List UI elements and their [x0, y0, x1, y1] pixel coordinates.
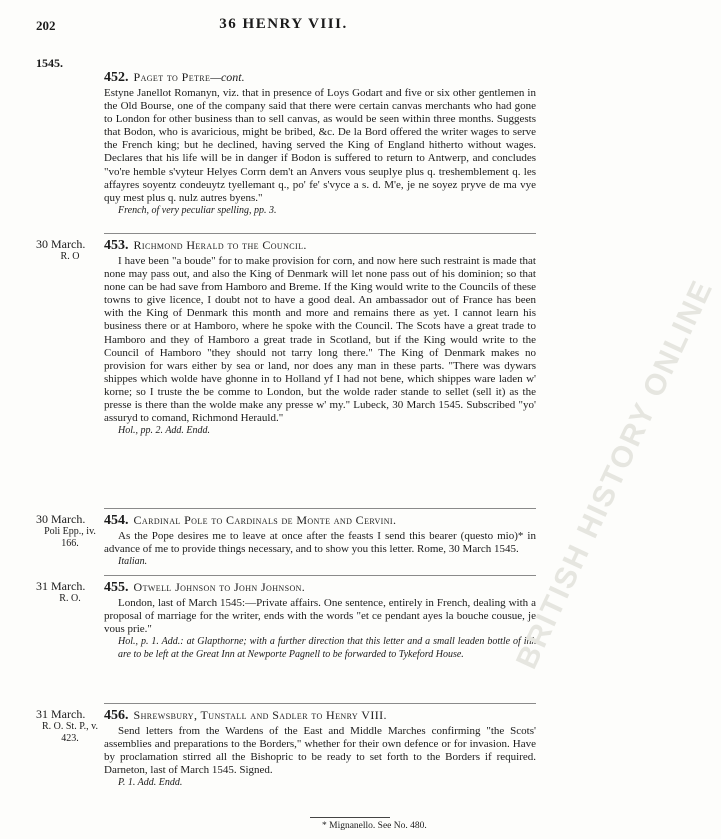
entry-date: 30 March. — [36, 512, 86, 526]
watermark-text: BRITISH HISTORY ONLINE — [510, 274, 720, 674]
entry-note: Hol., pp. 2. Add. Endd. — [118, 425, 211, 437]
entry-note: Italian. — [118, 556, 148, 568]
entry-heading — [104, 580, 536, 595]
entry-455 — [36, 580, 536, 661]
entry-456 — [36, 708, 536, 790]
entry-text: As the Pope desires me to leave at once after the feasts I send this bearer (questo mio)* in advance of me to provide things necessary, and to show you this letter. Rome, 30 March 1545. — [104, 530, 536, 556]
entry-date: 30 March. — [36, 237, 86, 251]
entry-margin — [36, 238, 104, 263]
entry-number: 452. — [104, 70, 129, 85]
entry-note: P. 1. Add. Endd. — [118, 777, 183, 789]
entry-453 — [36, 238, 536, 438]
entry-margin — [36, 580, 104, 605]
entry-divider — [104, 575, 536, 576]
entry-454 — [36, 513, 536, 569]
entry-divider — [104, 508, 536, 509]
entry-title-suffix: —cont. — [210, 70, 245, 84]
footnote-rule — [310, 817, 390, 818]
entry-text: I have been "a boude" for to make provision for corn, and now here such restraint is made that none may pass out, and also the King of Denmark will let none pass out of his dominion; so that none can be had save from Hamboro and Breme. If the King would write to the Councils of these towns to give licence, I doubt not to have a good deal. An ambassador out of France has been with the King of Denmark this month and more and remains there as yet. I cannot learn his business there or at Hamboro, where he spoke with the Council. The Scots have a great trade to Hamboro and they of Hamboro a great trade in Scotland, but if the King would write to the Council of Hamboro "they should not tarry long there." The King of Denmark makes no provision for wars either by sea or land, nor does any man in these parts. "There was dywars shippes which wolde have ghonne in to Holland yf I had not bene, which shippes ware laden w' korne; so I truste the be comme to London, but the wolde rader stande to sellet (sell it) as the presse is there than the wolde make any presse w' my." Lubeck, 30 March 1545. Subscribed "yo' assuryd to comand, Richmond Herauld." — [104, 255, 536, 425]
entry-divider — [104, 703, 536, 704]
entry-number: 453. — [104, 238, 129, 253]
entry-date: 31 March. — [36, 579, 86, 593]
entry-title: Shrewsbury, Tunstall and Sadler to Henry VIII. — [133, 708, 387, 722]
entry-heading — [104, 70, 536, 85]
entry-heading — [104, 238, 536, 253]
year-label: 1545. — [36, 56, 63, 70]
entry-note: French, of very peculiar spelling, pp. 3. — [118, 204, 277, 216]
entry-margin — [36, 708, 104, 745]
footnote: * Mignanello. See No. 480. — [322, 821, 427, 831]
entry-number: 454. — [104, 513, 129, 528]
entry-heading — [104, 513, 536, 528]
entry-heading — [104, 708, 536, 723]
entry-source: R. O. — [59, 593, 81, 604]
entry-title: Paget to Petre — [133, 70, 211, 84]
entry-source: Poli Epp., iv. 166. — [44, 526, 96, 549]
entry-title: Cardinal Pole to Cardinals de Monte and Cervini. — [133, 513, 397, 527]
entry-452 — [36, 70, 536, 217]
entry-title: Richmond Herald to the Council. — [133, 238, 307, 252]
entry-margin — [36, 513, 104, 550]
entry-text: Send letters from the Wardens of the East and Middle Marches confirming "the Scots' assemblies and preparations to the Borders," whether for their own defence or for invasion. Have by proclamation stirred all the Bishopric to be ready to set forth to the Borders if required. Darneton, last of March 1545. Signed. — [104, 725, 536, 777]
entry-text: Estyne Janellot Romanyn, viz. that in presence of Loys Godart and five or six other gentlemen in the Old Bourse, one of the company said that there were certain canvas merchants who had gone to London for other business than to sell canvas, as would be seen within three months. Suggests that Bodon, who is avaricious, might be bribed, &c. De la Bord offered the writer wages to serve the French king; but he declined, having served the King of England hitherto without wages. Declares that his life will be in danger if Bodon is suffered to return to Antwerp, and concludes "vo're hemble s'vyteur Helyes Corrn dem't an Anvers vous seuplye plus q. treshemblement q. les affayres soyentz condeuytz tyellemant q., po' fe' s'vyce a s. d. M'e, je ne soyez pryve de ma vye quy mest plus q. nulz autres byens." — [104, 87, 536, 204]
entry-source: R. O — [60, 251, 80, 262]
entry-number: 456. — [104, 708, 129, 723]
entry-date: 31 March. — [36, 707, 86, 721]
entry-number: 455. — [104, 580, 129, 595]
page-title: 36 HENRY VIII. — [219, 16, 348, 32]
entry-note: Hol., p. 1. Add.: at Glapthorne; with a further direction that this letter and a small leaden bottle of ink are to be left at the Great Inn at Newporte Pagnell to be forwarded to Tykeford House. — [118, 636, 536, 660]
entry-title: Otwell Johnson to John Johnson. — [133, 580, 306, 594]
watermark — [500, 274, 720, 680]
page-number: 202 — [36, 18, 56, 33]
entry-text: London, last of March 1545:—Private affairs. One sentence, entirely in French, dealing with a proposal of marriage for the writer, ends with the words "et ce pendant ayes la bouche cousue, je vous prie." — [104, 597, 536, 636]
running-header — [0, 6, 567, 33]
entry-source: R. O. St. P., v. 423. — [41, 721, 99, 744]
entry-divider — [104, 233, 536, 234]
